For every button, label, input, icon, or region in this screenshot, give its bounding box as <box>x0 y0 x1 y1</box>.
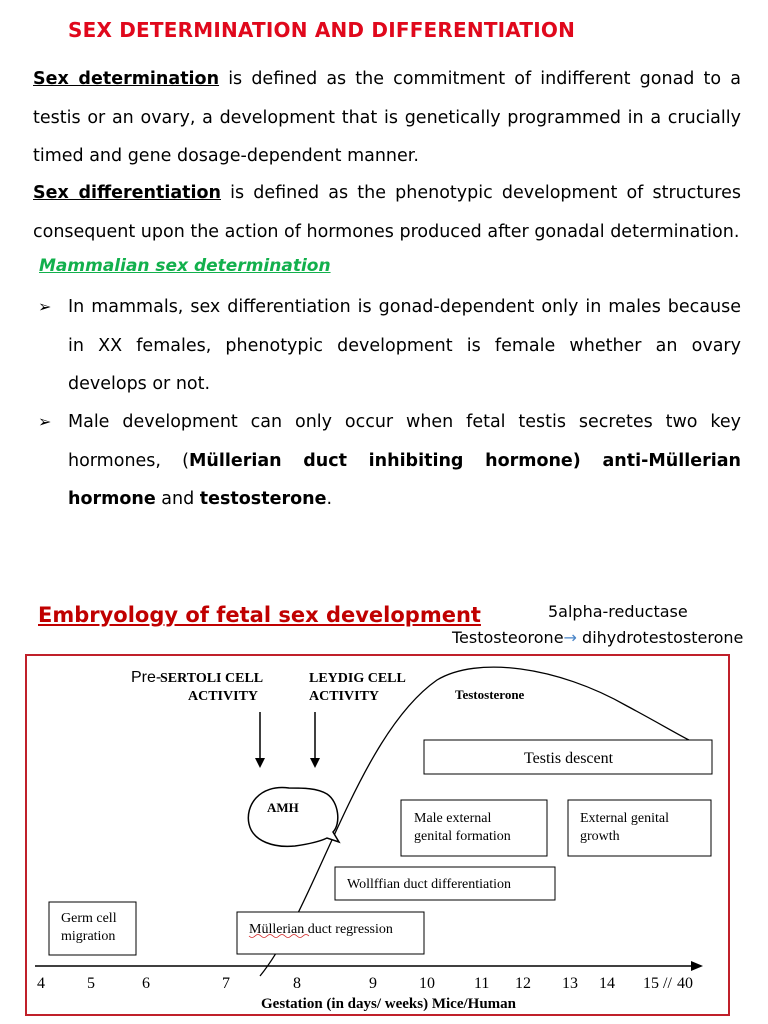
sex-determination-paragraph <box>33 60 741 176</box>
axis-tick-label: 13 <box>562 975 578 992</box>
enzyme-label: 5alpha-reductase <box>548 602 688 621</box>
embryology-figure <box>25 654 730 1016</box>
germ-cell-label-2: migration <box>61 929 116 944</box>
testis-descent-label: Testis descent <box>524 750 614 767</box>
germ-cell-label-1: Germ cell <box>61 911 117 926</box>
axis-tick-label: 12 <box>515 975 531 992</box>
page-title: SEX DETERMINATION AND DIFFERENTIATION <box>68 18 576 42</box>
bullet-item-1 <box>38 288 741 404</box>
sex-differentiation-paragraph <box>33 174 741 251</box>
external-growth-label-2: growth <box>580 829 620 844</box>
embryology-title: Embryology of fetal sex development <box>38 603 481 627</box>
axis-ticks <box>37 975 693 992</box>
conversion-to: dihydrotestosterone <box>576 628 744 647</box>
male-external-label-1: Male external <box>414 811 492 826</box>
mammalian-subheading: Mammalian sex determination <box>39 256 331 276</box>
amh-label: AMH <box>267 800 299 815</box>
wolffian-label: Wollffian duct differentiation <box>347 877 511 892</box>
bullet-item-2 <box>38 403 741 519</box>
bullet-2-testosterone: testosterone <box>199 489 327 509</box>
axis-tick-label: 9 <box>369 975 377 992</box>
external-growth-box <box>568 800 711 856</box>
axis-tick-label: 5 <box>87 975 95 992</box>
bullet-2-mid: and <box>155 489 200 509</box>
axis-tick-label: 7 <box>222 975 230 992</box>
bullet-text-1: In mammals, sex differentiation is gonad-dependent only in males because in XX females, phenotypic development is female whether an ovary develops or not. <box>68 297 741 394</box>
leydig-label-1: LEYDIG CELL <box>309 671 406 686</box>
axis-tick-label: 10 <box>419 975 435 992</box>
axis-tick-label: 11 <box>474 975 490 992</box>
sex-determination-term: Sex determination <box>33 69 220 89</box>
leydig-label-2: ACTIVITY <box>309 689 380 704</box>
sertoli-label-2: ACTIVITY <box>188 689 259 704</box>
sertoli-label-1: SERTOLI CELL <box>160 671 264 686</box>
conversion-label <box>452 628 743 647</box>
axis-label: Gestation (in days/ weeks) Mice/Human <box>261 996 516 1012</box>
pre-label: Pre- <box>131 669 162 686</box>
figure-canvas <box>27 656 728 1014</box>
leydig-arrowhead-icon <box>310 758 320 768</box>
testosterone-label: Testosterone <box>455 687 525 702</box>
sex-differentiation-text: is defined as the phenotypic development of structures consequent upon the action of hormones produced after gonadal determination. <box>33 183 742 242</box>
amh-bubble <box>248 788 339 847</box>
sertoli-arrowhead-icon <box>255 758 265 768</box>
axis-tick-label: 8 <box>293 975 301 992</box>
mullerian-label: Müllerian duct regression <box>249 922 393 937</box>
bullet-arrow-icon: ➢ <box>38 412 52 431</box>
axis-tick-label: 40 <box>677 975 693 992</box>
conversion-from: Testosteorone <box>452 628 564 647</box>
male-external-box <box>401 800 547 856</box>
external-growth-label-1: External genital <box>580 811 670 826</box>
axis-arrowhead-icon <box>691 961 703 971</box>
sex-differentiation-term: Sex differentiation <box>33 183 221 203</box>
conversion-arrow-icon: → <box>563 628 577 647</box>
bullet-arrow-icon: ➢ <box>38 297 52 316</box>
axis-tick-label: 14 <box>599 975 615 992</box>
bullet-2-amh: Müllerian duct inhibiting hormone) anti-Müllerian hormone <box>68 450 741 509</box>
sex-determination-text: is defined as the commitment of indifferent gonad to a testis or an ovary, a development that is genetically programmed in a crucially timed and gene dosage-dependent manner. <box>33 69 741 166</box>
axis-tick-label: 6 <box>142 975 150 992</box>
axis-tick-label: 15 // <box>643 975 672 992</box>
bullet-2-pre: Male development can only occur when fetal testis secretes two key hormones, ( <box>68 412 741 471</box>
male-external-label-2: genital formation <box>414 829 511 844</box>
axis-tick-label: 4 <box>37 975 45 992</box>
bullet-text-2 <box>68 403 741 519</box>
bullet-2-end: . <box>326 489 333 509</box>
